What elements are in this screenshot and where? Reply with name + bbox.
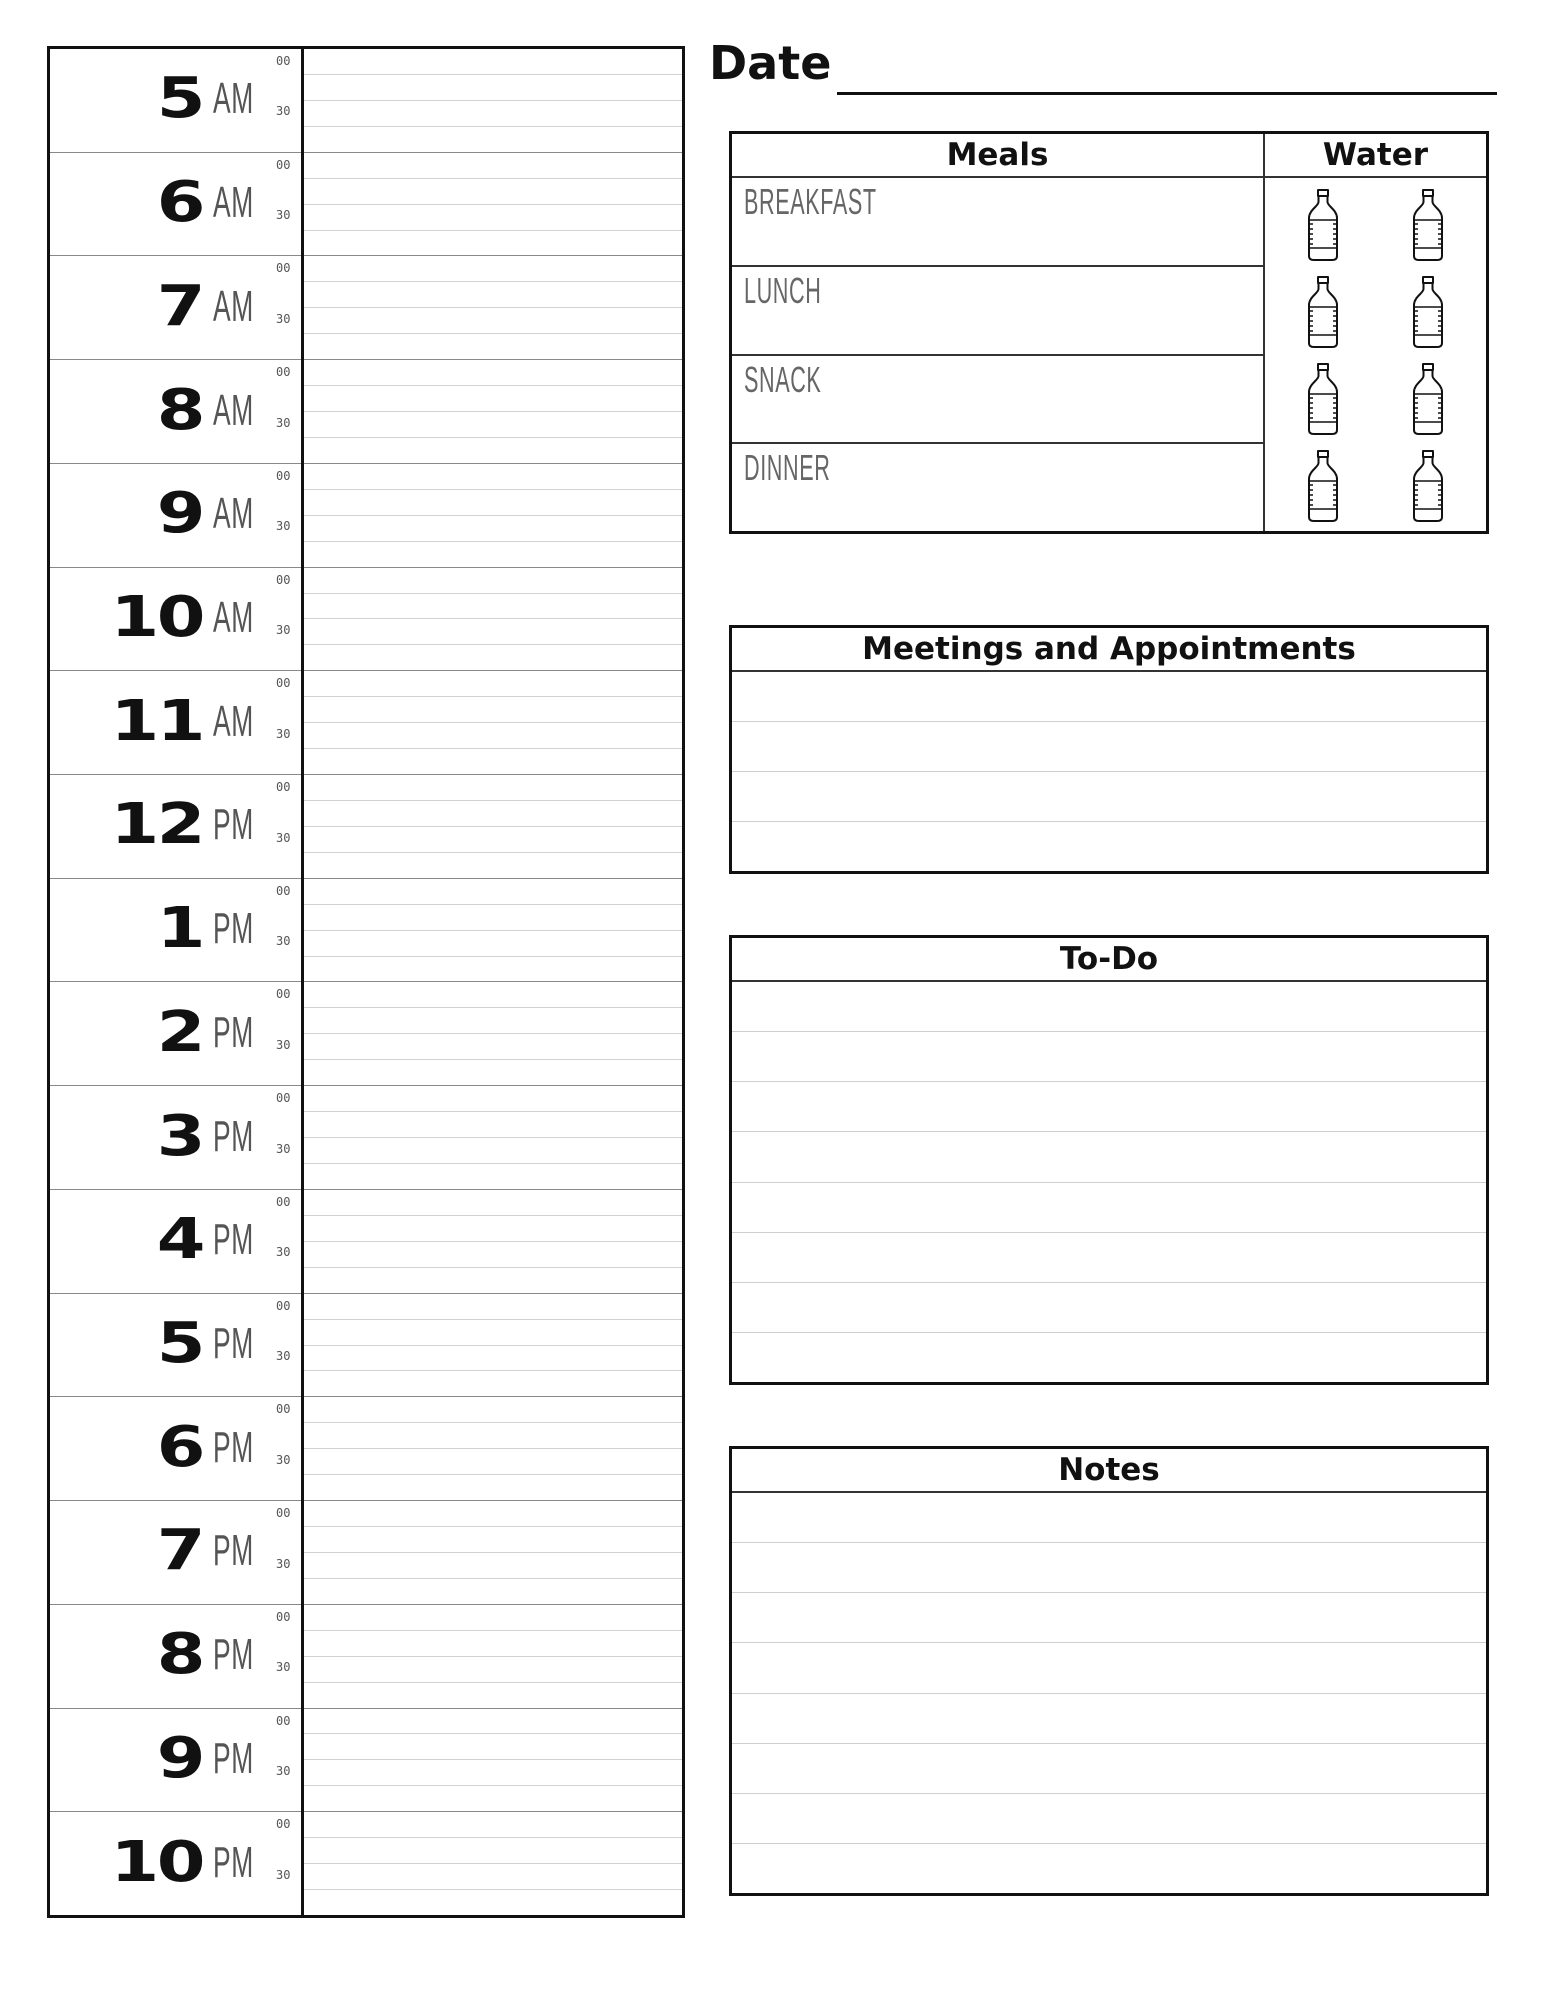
hour-number: 12	[110, 792, 203, 858]
schedule-line[interactable]	[304, 1294, 682, 1320]
meal-label: SNACK	[744, 358, 822, 400]
schedule-line[interactable]	[304, 1605, 682, 1631]
writing-line[interactable]	[732, 1643, 1486, 1693]
schedule-line[interactable]	[304, 1475, 682, 1500]
writing-line[interactable]	[732, 1032, 1486, 1082]
hour-slot	[304, 1397, 682, 1501]
schedule-line[interactable]	[304, 1086, 682, 1112]
schedule-line[interactable]	[304, 1034, 682, 1060]
hour-meridiem: AM	[213, 385, 254, 435]
hour-slot	[304, 153, 682, 257]
schedule-line[interactable]	[304, 1164, 682, 1189]
writing-line[interactable]	[732, 1694, 1486, 1744]
water-header: Water	[1265, 134, 1486, 178]
schedule-line[interactable]	[304, 1786, 682, 1811]
todo-header: To-Do	[732, 938, 1486, 982]
date-input-line[interactable]	[837, 92, 1497, 95]
minute-00-tick: 00	[276, 157, 291, 172]
hour-label	[50, 1709, 301, 1813]
writing-line[interactable]	[732, 1844, 1486, 1893]
schedule-line[interactable]	[304, 179, 682, 205]
schedule-line[interactable]	[304, 982, 682, 1008]
minute-30-tick: 30	[276, 1141, 291, 1156]
schedule-line[interactable]	[304, 386, 682, 412]
schedule-line[interactable]	[304, 1657, 682, 1683]
hour-label	[50, 879, 301, 983]
minute-00-tick: 00	[276, 1713, 291, 1728]
schedule-line[interactable]	[304, 334, 682, 359]
hour-number: 9	[156, 1725, 203, 1791]
schedule-line[interactable]	[304, 464, 682, 490]
hour-meridiem: AM	[213, 593, 254, 643]
minute-00-tick: 00	[276, 1609, 291, 1624]
meals-header: Meals	[732, 134, 1263, 178]
schedule-line[interactable]	[304, 1864, 682, 1890]
schedule-line[interactable]	[304, 1812, 682, 1838]
writing-line[interactable]	[732, 772, 1486, 822]
schedule-line[interactable]	[304, 1190, 682, 1216]
schedule-line[interactable]	[304, 438, 682, 463]
meetings-box	[729, 625, 1489, 874]
minute-00-tick: 00	[276, 676, 291, 691]
writing-line[interactable]	[732, 982, 1486, 1032]
schedule-line[interactable]	[304, 75, 682, 101]
water-bottle-icon[interactable]	[1411, 449, 1445, 523]
schedule-line[interactable]	[304, 360, 682, 386]
writing-line[interactable]	[732, 1794, 1486, 1844]
hour-meridiem: PM	[213, 1526, 254, 1576]
hour-slot	[304, 1501, 682, 1605]
hour-label	[50, 464, 301, 568]
hour-labels-column	[50, 49, 304, 1915]
hour-meridiem: PM	[213, 1837, 254, 1887]
minute-00-tick: 00	[276, 987, 291, 1002]
notes-box	[729, 1446, 1489, 1896]
minute-30-tick: 30	[276, 415, 291, 430]
water-column	[1265, 134, 1486, 531]
schedule-line[interactable]	[304, 1320, 682, 1346]
writing-line[interactable]	[732, 1132, 1486, 1182]
hour-number: 6	[156, 1414, 203, 1480]
writing-line[interactable]	[732, 722, 1486, 772]
schedule-line[interactable]	[304, 853, 682, 878]
water-bottle-grid	[1265, 178, 1486, 531]
schedule-line[interactable]	[304, 516, 682, 542]
hour-number: 7	[156, 1518, 203, 1584]
water-bottle-icon[interactable]	[1306, 449, 1340, 523]
minute-30-tick: 30	[276, 1556, 291, 1571]
minute-00-tick: 00	[276, 1091, 291, 1106]
schedule-line[interactable]	[304, 879, 682, 905]
meals-column	[732, 134, 1265, 531]
meal-row-lunch[interactable]	[732, 267, 1263, 356]
schedule-line[interactable]	[304, 1060, 682, 1085]
water-bottle-icon[interactable]	[1306, 362, 1340, 436]
hour-number: 4	[156, 1207, 203, 1273]
notes-header: Notes	[732, 1449, 1486, 1493]
schedule-line[interactable]	[304, 1112, 682, 1138]
hour-label	[50, 256, 301, 360]
schedule-line[interactable]	[304, 256, 682, 282]
meals-water-box	[729, 131, 1489, 534]
schedule-line[interactable]	[304, 1890, 682, 1915]
schedule-line[interactable]	[304, 931, 682, 957]
minute-30-tick: 30	[276, 1452, 291, 1467]
hour-slot	[304, 568, 682, 672]
schedule-line[interactable]	[304, 1216, 682, 1242]
writing-line[interactable]	[732, 1183, 1486, 1233]
hour-number: 5	[156, 66, 203, 132]
schedule-line[interactable]	[304, 1346, 682, 1372]
minute-00-tick: 00	[276, 1506, 291, 1521]
schedule-line[interactable]	[304, 490, 682, 516]
hour-label	[50, 1294, 301, 1398]
water-bottle-icon[interactable]	[1411, 188, 1445, 262]
hour-meridiem: PM	[213, 1319, 254, 1369]
minute-00-tick: 00	[276, 1194, 291, 1209]
schedule-line[interactable]	[304, 127, 682, 152]
hour-label	[50, 1501, 301, 1605]
hour-number: 8	[156, 1622, 203, 1688]
meal-label: LUNCH	[744, 269, 822, 311]
hour-slot	[304, 1294, 682, 1398]
minute-30-tick: 30	[276, 726, 291, 741]
schedule-line[interactable]	[304, 282, 682, 308]
schedule-line[interactable]	[304, 1631, 682, 1657]
hour-number: 3	[156, 1103, 203, 1169]
hour-meridiem: AM	[213, 178, 254, 228]
minute-00-tick: 00	[276, 883, 291, 898]
schedule-line[interactable]	[304, 49, 682, 75]
minute-30-tick: 30	[276, 830, 291, 845]
minute-00-tick: 00	[276, 365, 291, 380]
schedule-line[interactable]	[304, 1242, 682, 1268]
notes-lines	[732, 1493, 1486, 1893]
schedule-line[interactable]	[304, 1423, 682, 1449]
schedule-line[interactable]	[304, 412, 682, 438]
minute-30-tick: 30	[276, 623, 291, 638]
date-label: Date	[709, 36, 832, 90]
hour-number: 9	[156, 481, 203, 547]
minute-30-tick: 30	[276, 1867, 291, 1882]
schedule-line[interactable]	[304, 1008, 682, 1034]
schedule-line[interactable]	[304, 542, 682, 567]
hour-meridiem: AM	[213, 696, 254, 746]
hour-label	[50, 671, 301, 775]
hour-number: 2	[156, 999, 203, 1065]
writing-line[interactable]	[732, 822, 1486, 871]
hour-label	[50, 1605, 301, 1709]
schedule-line[interactable]	[304, 957, 682, 982]
minute-00-tick: 00	[276, 468, 291, 483]
writing-line[interactable]	[732, 1543, 1486, 1593]
schedule-line[interactable]	[304, 1527, 682, 1553]
minute-00-tick: 00	[276, 261, 291, 276]
minute-30-tick: 30	[276, 1763, 291, 1778]
schedule-line[interactable]	[304, 1683, 682, 1708]
hour-label	[50, 1812, 301, 1915]
hour-meridiem: AM	[213, 74, 254, 124]
hour-number: 10	[110, 1829, 203, 1895]
hour-label	[50, 49, 301, 153]
schedule-line[interactable]	[304, 1449, 682, 1475]
minute-30-tick: 30	[276, 1037, 291, 1052]
meal-row-breakfast[interactable]	[732, 178, 1263, 267]
writing-line[interactable]	[732, 1233, 1486, 1283]
hour-meridiem: PM	[213, 1630, 254, 1680]
hour-meridiem: AM	[213, 489, 254, 539]
meal-row-snack[interactable]	[732, 356, 1263, 445]
writing-line[interactable]	[732, 1593, 1486, 1643]
hour-slot	[304, 1812, 682, 1915]
meetings-header: Meetings and Appointments	[732, 628, 1486, 672]
schedule-writing-column	[304, 49, 682, 1915]
schedule-line[interactable]	[304, 775, 682, 801]
writing-line[interactable]	[732, 672, 1486, 722]
meal-label: BREAKFAST	[744, 181, 877, 222]
hour-slot	[304, 256, 682, 360]
minute-00-tick: 00	[276, 54, 291, 68]
todo-box	[729, 935, 1489, 1385]
schedule-line[interactable]	[304, 1579, 682, 1604]
hour-number: 6	[156, 169, 203, 235]
hour-number: 1	[156, 895, 203, 961]
schedule-line[interactable]	[304, 205, 682, 231]
hour-number: 10	[110, 584, 203, 650]
hour-meridiem: PM	[213, 1733, 254, 1783]
hour-label	[50, 360, 301, 464]
schedule-line[interactable]	[304, 568, 682, 594]
hour-meridiem: PM	[213, 904, 254, 954]
minute-30-tick: 30	[276, 208, 291, 223]
schedule-line[interactable]	[304, 1501, 682, 1527]
minute-00-tick: 00	[276, 572, 291, 587]
minute-30-tick: 30	[276, 311, 291, 326]
hour-slot	[304, 1190, 682, 1294]
hour-meridiem: PM	[213, 1007, 254, 1057]
schedule-line[interactable]	[304, 671, 682, 697]
hour-slot	[304, 1709, 682, 1813]
meal-label: DINNER	[744, 447, 831, 489]
schedule-line[interactable]	[304, 905, 682, 931]
schedule-line[interactable]	[304, 801, 682, 827]
hour-meridiem: PM	[213, 1111, 254, 1161]
hour-slot	[304, 879, 682, 983]
hour-number: 5	[156, 1310, 203, 1376]
schedule-line[interactable]	[304, 1709, 682, 1735]
water-bottle-icon[interactable]	[1411, 275, 1445, 349]
hour-slot	[304, 671, 682, 775]
schedule-line[interactable]	[304, 1138, 682, 1164]
schedule-line[interactable]	[304, 101, 682, 127]
minute-00-tick: 00	[276, 1817, 291, 1832]
writing-line[interactable]	[732, 1493, 1486, 1543]
schedule-line[interactable]	[304, 619, 682, 645]
schedule-line[interactable]	[304, 749, 682, 774]
schedule-line[interactable]	[304, 1553, 682, 1579]
hour-slot	[304, 982, 682, 1086]
schedule-line[interactable]	[304, 231, 682, 256]
hour-label	[50, 568, 301, 672]
writing-line[interactable]	[732, 1283, 1486, 1333]
hour-slot	[304, 464, 682, 568]
hour-label	[50, 1397, 301, 1501]
schedule-line[interactable]	[304, 1371, 682, 1396]
hour-slot	[304, 1086, 682, 1190]
hour-number: 7	[156, 273, 203, 339]
minute-00-tick: 00	[276, 1402, 291, 1417]
hour-meridiem: PM	[213, 1422, 254, 1472]
schedule-line[interactable]	[304, 1734, 682, 1760]
water-bottle-icon[interactable]	[1306, 188, 1340, 262]
schedule-line[interactable]	[304, 723, 682, 749]
minute-30-tick: 30	[276, 1349, 291, 1364]
schedule-line[interactable]	[304, 308, 682, 334]
hour-meridiem: PM	[213, 800, 254, 850]
writing-line[interactable]	[732, 1744, 1486, 1794]
hour-meridiem: AM	[213, 281, 254, 331]
schedule-line[interactable]	[304, 1397, 682, 1423]
schedule-line[interactable]	[304, 153, 682, 179]
hour-label	[50, 1190, 301, 1294]
schedule-line[interactable]	[304, 827, 682, 853]
water-bottle-icon[interactable]	[1306, 275, 1340, 349]
minute-30-tick: 30	[276, 1660, 291, 1675]
hour-label	[50, 1086, 301, 1190]
hour-number: 11	[110, 688, 203, 754]
hour-slot	[304, 1605, 682, 1709]
minute-00-tick: 00	[276, 1298, 291, 1313]
minute-30-tick: 30	[276, 934, 291, 949]
schedule-line[interactable]	[304, 1760, 682, 1786]
todo-lines	[732, 982, 1486, 1382]
hour-slot	[304, 775, 682, 879]
hour-label	[50, 153, 301, 257]
minute-30-tick: 30	[276, 519, 291, 534]
writing-line[interactable]	[732, 1082, 1486, 1132]
hour-number: 8	[156, 377, 203, 443]
writing-line[interactable]	[732, 1333, 1486, 1382]
minute-00-tick: 00	[276, 780, 291, 795]
schedule-line[interactable]	[304, 1268, 682, 1293]
schedule-line[interactable]	[304, 697, 682, 723]
hour-label	[50, 775, 301, 879]
hour-meridiem: PM	[213, 1215, 254, 1265]
meal-row-dinner[interactable]	[732, 444, 1263, 531]
hour-slot	[304, 360, 682, 464]
hourly-schedule	[47, 46, 685, 1918]
minute-30-tick: 30	[276, 104, 291, 119]
schedule-line[interactable]	[304, 1838, 682, 1864]
water-bottle-icon[interactable]	[1411, 362, 1445, 436]
hour-slot	[304, 49, 682, 153]
schedule-line[interactable]	[304, 594, 682, 620]
meetings-lines	[732, 672, 1486, 871]
schedule-line[interactable]	[304, 645, 682, 670]
hour-label	[50, 982, 301, 1086]
minute-30-tick: 30	[276, 1245, 291, 1260]
